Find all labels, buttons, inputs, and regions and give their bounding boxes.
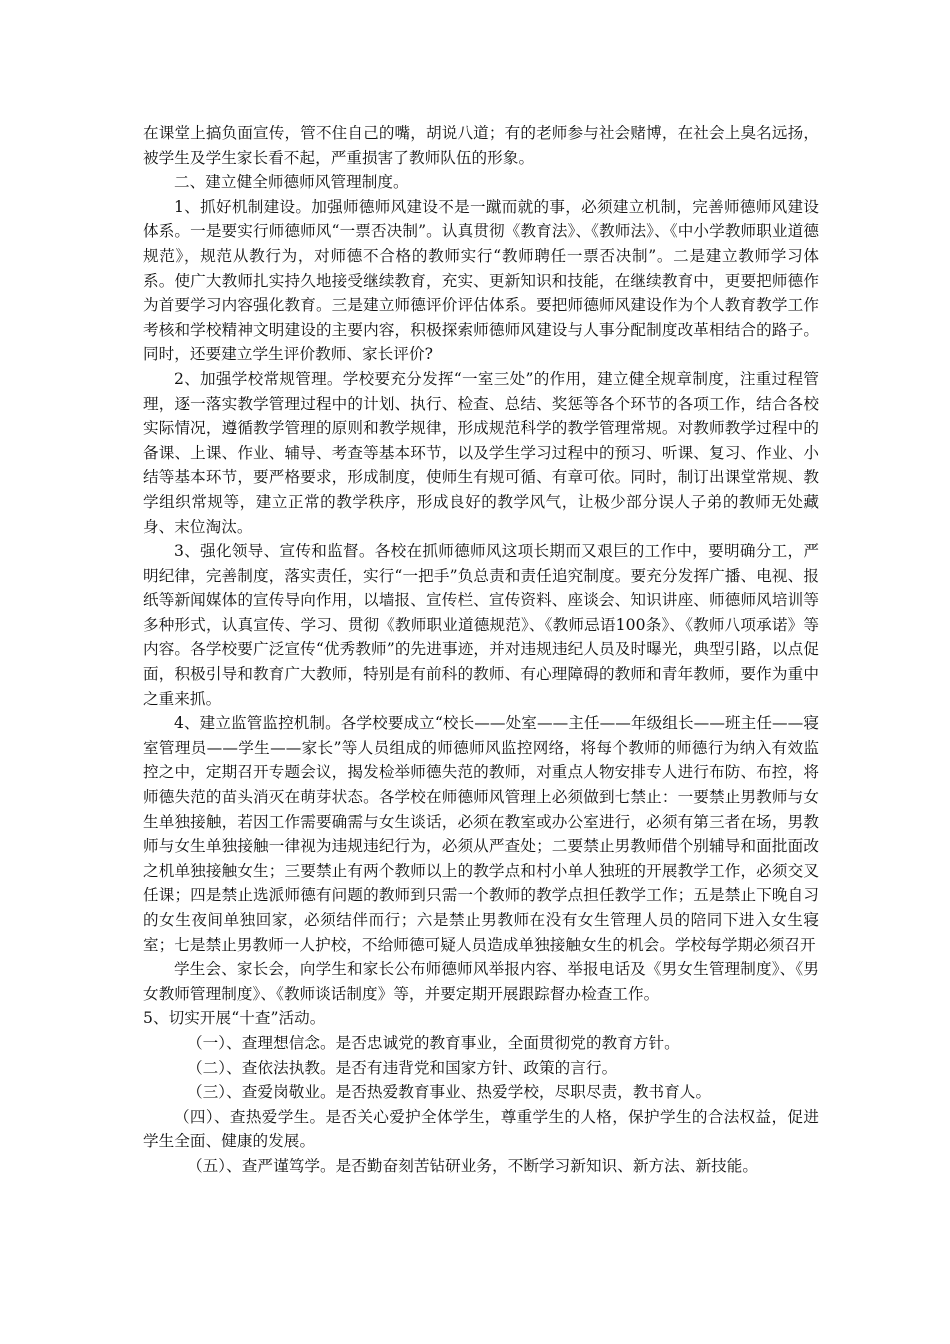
paragraph-supervision: 4、建立监管监控机制。各学校要成立“校长——处室——主任——年级组长——班主任——寝室管理员——学生——家长”等人员组成的师德师风监控网络，将每个教师的师德行为纳入有效监控之中，定期召开专题会议，揭发检举师德失范的教师，对重点人物安排专人进行布防、布控，将师德失范的苗头消灭在萌芽状态。各学校在师德师风管理上必须做到七禁止：一要禁止男教师与女生单独接触，若因工作需要确需与女生谈话，必须在教室或办公室进行，必须有第三者在场，男教师与女生单独接触一律视为违规违纪行为，必须从严查处；二要禁止男教师借个别辅导和面批面改之机单独接触女生；三要禁止有两个教师以上的教学点和村小单人独班的开展教学工作，必须交叉任课；四是禁止选派师德有问题的教师到只需一个教师的教学点担任教学工作；五是禁止下晚自习的女生夜间单独回家，必须结伴而行；六是禁止男教师在没有女生管理人员的陪同下进入女生寝室；七是禁止男教师一人护校，不给师德可疑人员造成单独接触女生的机会。学校每学期必须召开 [143,714,819,954]
paragraph-leadership: 3、强化领导、宣传和监督。各校在抓师德师风这项长期而又艰巨的工作中，要明确分工，严明纪律，完善制度，落实责任，实行“一把手”负总责和责任追究制度。要充分发挥广播、电视、报纸等新闻媒体的宣传导向作用，以墙报、宣传栏、宣传资料、座谈会、知识讲座、师德师风培训等多种形式，认真宣传、学习、贯彻《教师职业道德规范》、《教师忌语100条》、《教师八项承诺》等内容。各学校要广泛宣传“优秀教师”的先进事迹，并对违规违纪人员及时曝光，典型引路，以点促面，积极引导和教育广大教师，特别是有前科的教师、有心理障碍的教师和青年教师，要作为重中之重来抓。 [143,542,819,708]
paragraph-mechanism: 1、抓好机制建设。加强师德师风建设不是一蹴而就的事，必须建立机制，完善师德师风建设体系。一是要实行师德师风“一票否决制”。认真贯彻《教育法》、《教师法》、《中小学教师职业道德规范》，规范从教行为，对师德不合格的教师实行“教师聘任一票否决制”。二是建立教师学习体系。使广大教师扎实持久地接受继续教育，充实、更新知识和技能，在继续教育中，更要把师德作为首要学习内容强化教育。三是建立师德评价评估体系。要把师德师风建设作为个人教育教学工作考核和学校精神文明建设的主要内容，积极探索师德师风建设与人事分配制度改革相结合的路子。同时，还要建立学生评价教师、家长评价? [143,197,819,364]
check-item-4: （四）、查热爱学生。是否关心爱护全体学生，尊重学生的人格，保护学生的合法权益，促进学生全面、健康的发展。 [143,1107,819,1151]
check-item-5: （五）、查严谨笃学。是否勤奋刻苦钻研业务，不断学习新知识、新方法、新技能。 [187,1156,759,1175]
section-ten-checks: 5、切实开展“十查”活动。 [143,1009,326,1028]
paragraph-continuation: 在课堂上搞负面宣传，管不住自己的嘴，胡说八道；有的老师参与社会赌博，在社会上臭名远扬，被学生及学生家长看不起，严重损害了教师队伍的形象。 [143,124,819,167]
section-heading-two: 二、建立健全师德师风管理制度。 [174,173,409,192]
check-item-3: （三）、查爱岗敬业。是否热爱教育事业、热爱学校，尽职尽责，教书育人。 [187,1083,712,1102]
check-item-1: （一）、查理想信念。是否忠诚党的教育事业，全面贯彻党的教育方针。 [187,1033,680,1052]
check-item-2: （二）、查依法执教。是否有违背党和国家方针、政策的言行。 [187,1058,618,1077]
paragraph-meetings: 学生会、家长会，向学生和家长公布师德师风举报内容、举报电话及《男女生管理制度》、《男女教师管理制度》、《教师谈话制度》等，并要定期开展跟踪督办检查工作。 [143,960,819,1003]
paragraph-routine-management: 2、加强学校常规管理。学校要充分发挥“一室三处”的作用，建立健全规章制度，注重过程管理，逐一落实教学管理过程中的计划、执行、检查、总结、奖惩等各个环节的各项工作，结合各校实际情况，遵循教学管理的原则和教学规律，形成规范科学的教学管理常规。对教师教学过程中的备课、上课、作业、辅导、考查等基本环节，以及学生学习过程中的预习、听课、复习、作业、小结等基本环节，要严格要求，形成制度，使师生有规可循、有章可依。同时，制订出课堂常规、教学组织常规等，建立正常的教学秩序，形成良好的教学风气，让极少部分误人子弟的教师无处藏身、末位淘汰。 [143,369,819,536]
document-page [143,121,819,1179]
